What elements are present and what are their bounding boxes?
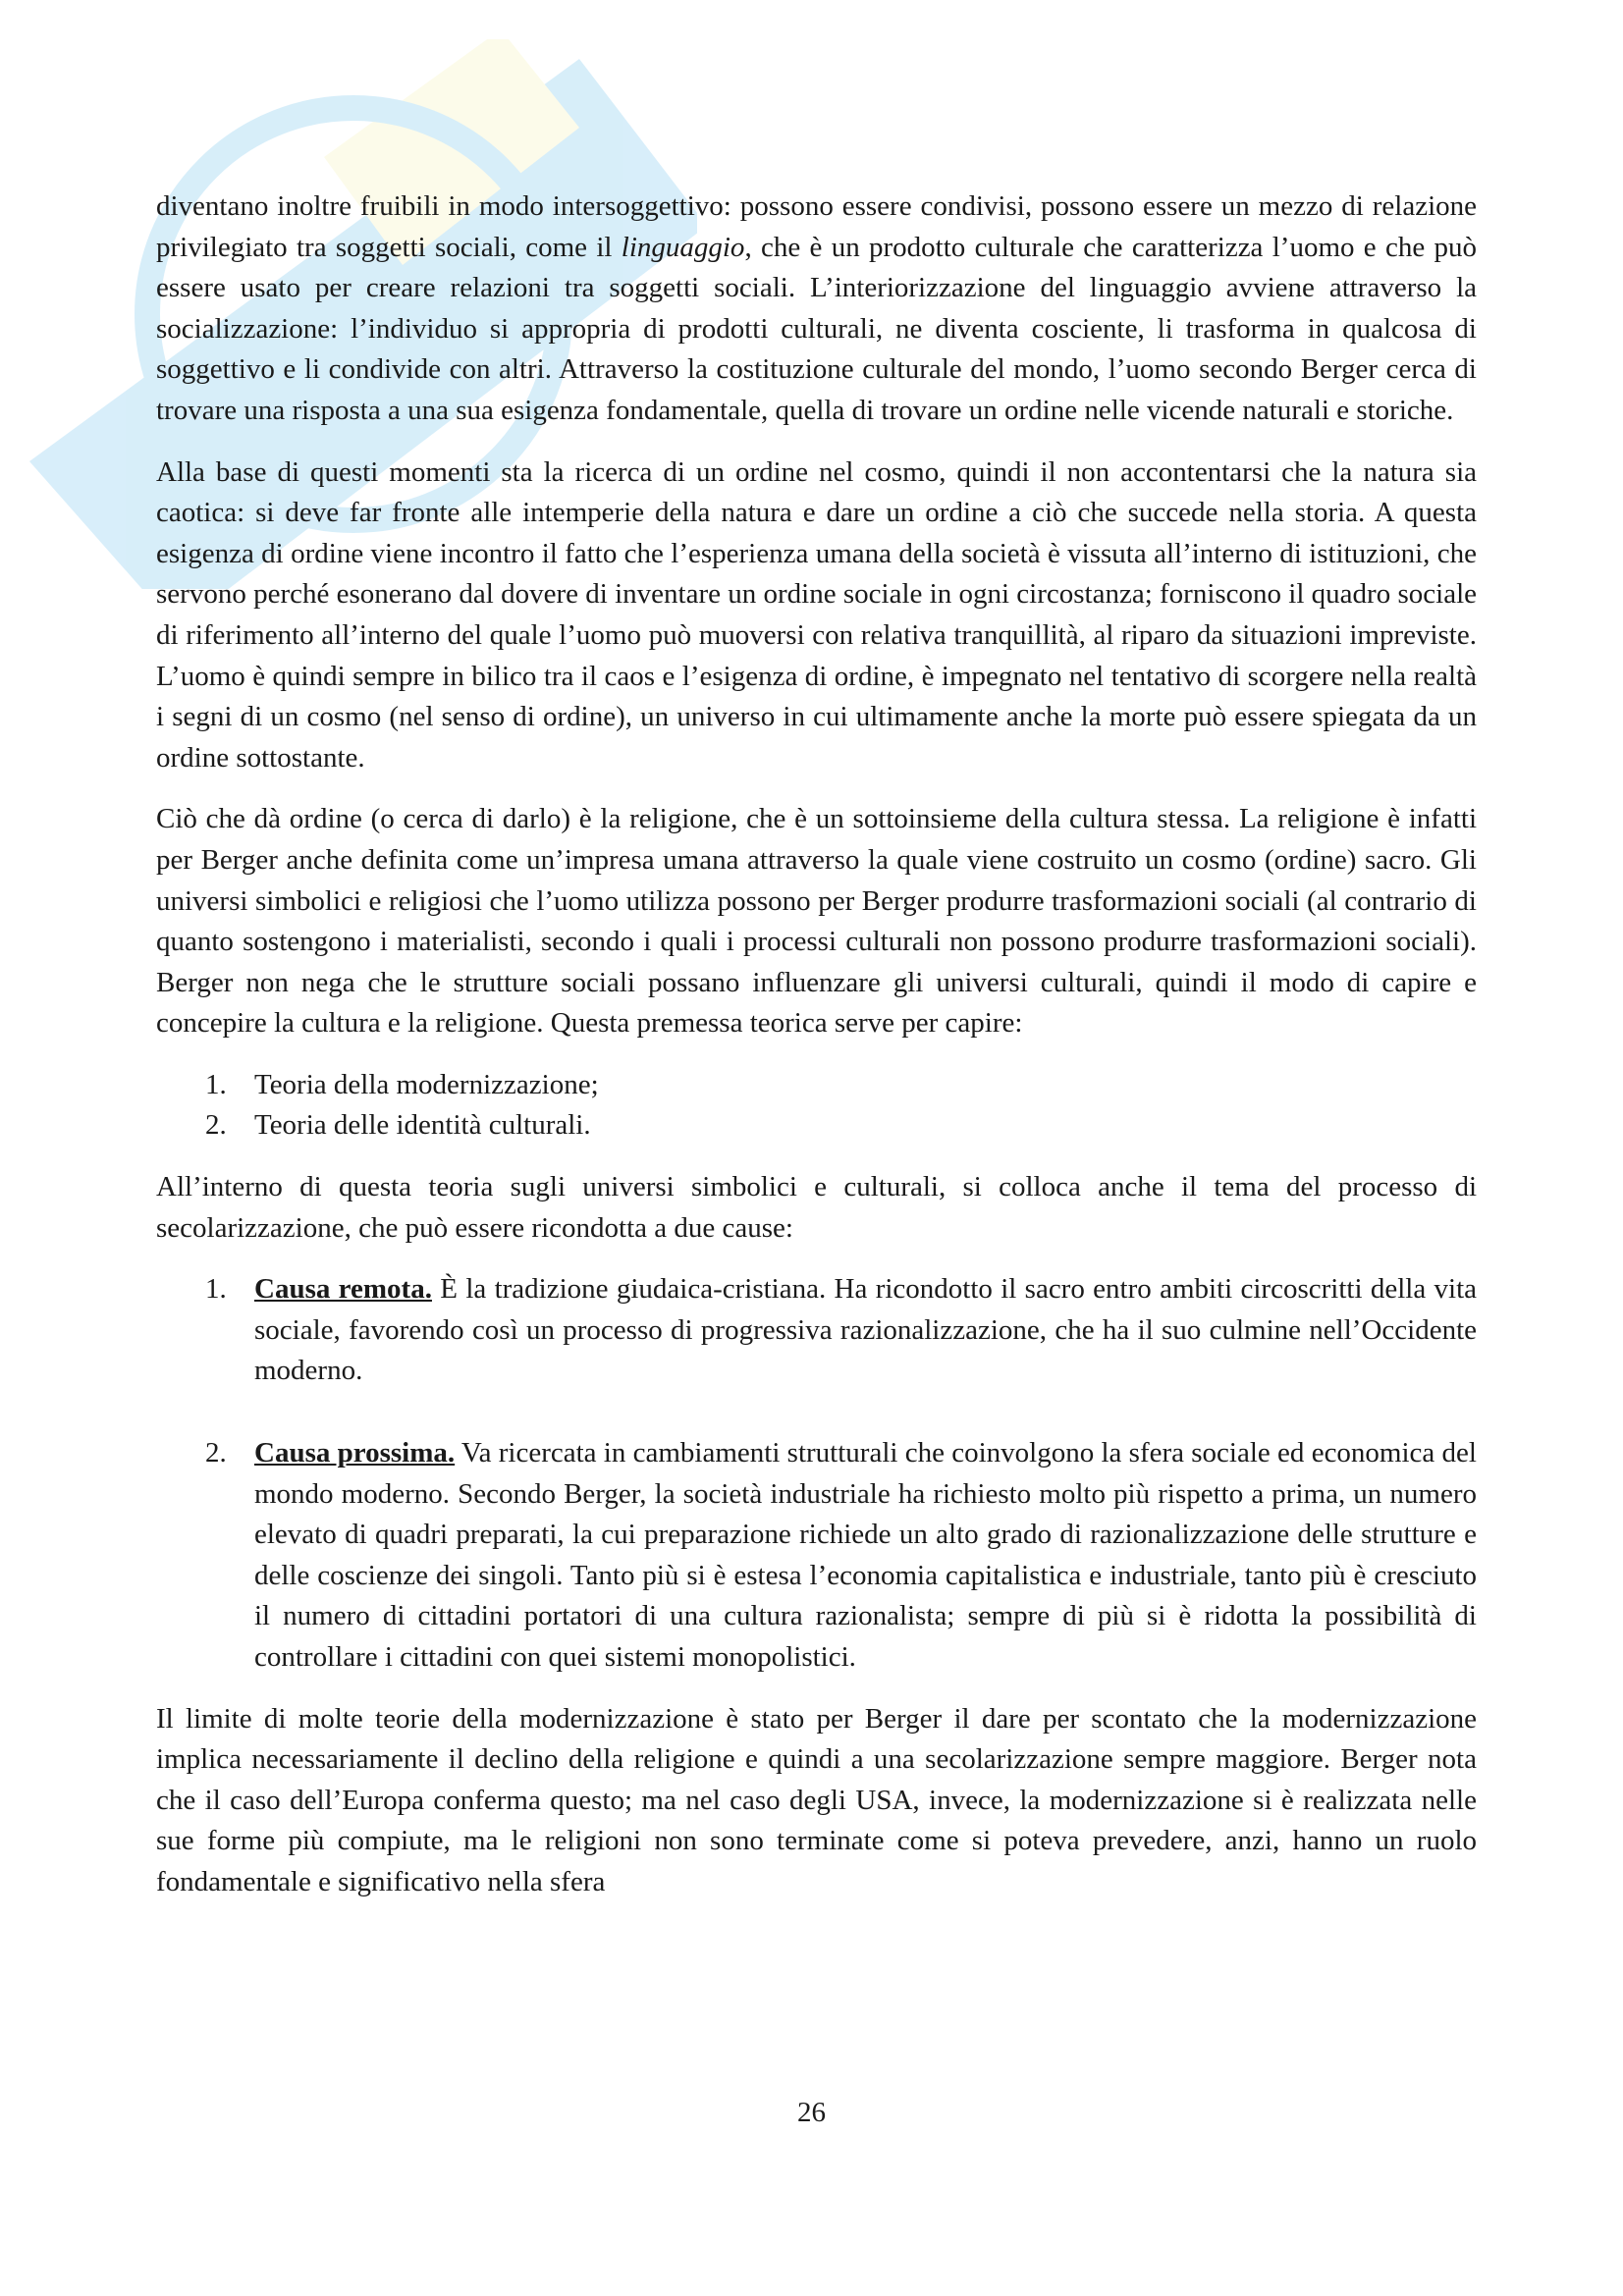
paragraph-4: All’interno di questa teoria sugli universi simbolici e culturali, si colloca anche il tema del processo di secolarizzazione, che può essere ricondotta a due cause: [156, 1171, 1477, 1244]
paragraph-1-text-a: diventano inoltre fruibili in modo intersoggettivo: possono essere condivisi, possono essere un mezzo di relazione privilegiato tra soggetti sociali, come il [156, 190, 1477, 263]
paragraph-3: Ciò che dà ordine (o cerca di darlo) è la religione, che è un sottoinsieme della cultura stessa. La religione è infatti per Berger anche definita come un’impresa umana attraverso la quale viene costruito un cosmo (ordine) sacro. Gli universi simbolici e religiosi che l’uomo utilizza possono per Berger produrre trasformazioni sociali (al contrario di quanto sostengono i materialisti, secondo i quali i processi culturali non possono produrre trasformazioni sociali). Berger non nega che le strutture sociali possano influenzare gli universi culturali, quindi il modo di capire e concepire la cultura e la religione. Questa premessa teorica serve per capire: [156, 803, 1477, 1040]
list-number: 2. [205, 1109, 227, 1142]
theories-list [156, 1065, 1477, 1147]
paragraph-5: Il limite di molte teorie della modernizzazione è stato per Berger il dare per scontato che la modernizzazione implica necessariamente il declino della religione e quindi a una secolarizzazione sempre maggiore. Berger nota che il caso dell’Europa conferma questo; ma nel caso degli USA, invece, la modernizzazione si è realizzata nelle sue forme più compiute, ma le religioni non sono terminate come si poteva prevedere, anzi, hanno un ruolo fondamentale e significativo nella sfera [156, 1702, 1477, 1897]
theory-item [156, 1065, 1477, 1106]
cause-text: Va ricercata in cambiamenti strutturali che coinvolgono la sfera sociale ed economica del mondo moderno. Secondo Berger, la società industriale ha richiesto molto più rispetto a prima, un numero elevato di quadri preparati, la cui preparazione richiede un alto grado di razionalizzazione delle strutture e delle coscienze dei singoli. Tanto più si è estesa l’economia capitalistica e industriale, tanto più è cresciuto il numero di cittadini portatori di una cultura razionalista; sempre di più si è ridotta la possibilità di controllare i cittadini con quei sistemi monopolistici. [254, 1437, 1477, 1673]
theory-item [156, 1105, 1477, 1147]
italic-term-linguaggio: linguaggio [621, 231, 745, 263]
theory-text: Teoria delle identità culturali. [254, 1109, 591, 1142]
paragraph-1-text-b: , che è un prodotto culturale che caratterizza l’uomo e che può essere usato per creare relazioni tra soggetti sociali. L’interiorizzazione del linguaggio avviene attraverso la socializzazione: l’individuo si appropria di prodotti culturali, ne diventa cosciente, li trasforma in qualcosa di soggettivo e li condivide con altri. Attraverso la costituzione culturale del mondo, l’uomo secondo Berger cerca di trovare una risposta a una sua esigenza fondamentale, quella di trovare un ordine nelle vicende naturali e storiche. [156, 231, 1478, 426]
paragraph-1 [156, 187, 1477, 432]
document-page [156, 187, 1477, 1903]
cause-title: Causa prossima. [254, 1437, 456, 1469]
page-number: 26 [797, 2097, 826, 2128]
theory-text: Teoria della modernizzazione; [254, 1068, 599, 1100]
paragraph-2: Alla base di questi momenti sta la ricerca di un ordine nel cosmo, quindi il non accontentarsi che la natura sia caotica: si deve far fronte alle intemperie della natura e dare un ordine a ciò che succede nella storia. A questa esigenza di ordine viene incontro il fatto che l’esperienza umana della società è vissuta all’interno di istituzioni, che servono perché esonerano dal dovere di inventare un ordine sociale in ogni circostanza; forniscono il quadro sociale di riferimento all’interno del quale l’uomo può muoversi con relativa tranquillità, al riparo da situazioni impreviste. L’uomo è quindi sempre in bilico tra il caos e l’esigenza di ordine, è impegnato nel tentativo di scorgere nella realtà i segni di un cosmo (nel senso di ordine), un universo in cui ultimamente anche la morte può essere spiegata da un ordine sottostante. [156, 455, 1477, 774]
cause-title: Causa remota. [254, 1273, 432, 1306]
list-number: 2. [205, 1437, 227, 1469]
causes-list [156, 1269, 1477, 1678]
cause-item-remota [156, 1269, 1477, 1392]
list-number: 1. [205, 1068, 227, 1100]
cause-item-prossima [156, 1433, 1477, 1679]
list-number: 1. [205, 1273, 227, 1306]
cause-text: È la tradizione giudaica-cristiana. Ha ricondotto il sacro entro ambiti circoscritti della vita sociale, favorendo così un processo di progressiva razionalizzazione, che ha il suo culmine nell’Occidente moderno. [254, 1273, 1478, 1387]
